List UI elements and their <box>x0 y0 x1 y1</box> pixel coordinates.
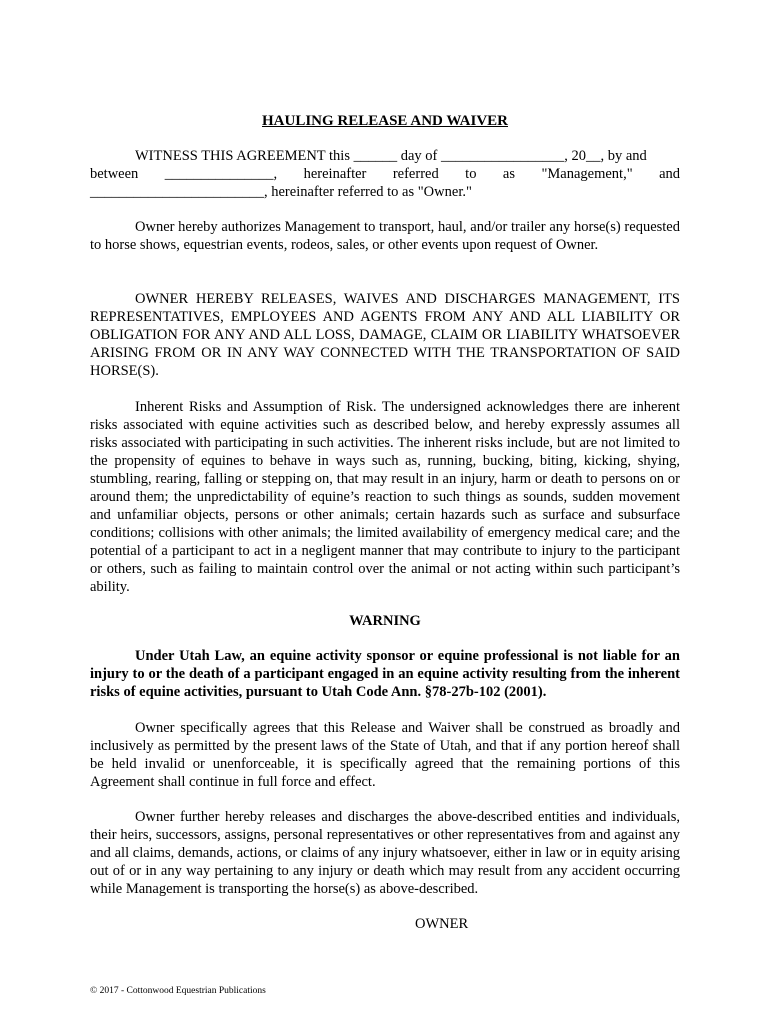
owner-signature-label: OWNER <box>415 916 469 932</box>
warning-paragraph: Under Utah Law, an equine activity sponsor or equine professional is not liable for an injury to or the death of a participant engaged in an equine activity resulting from the inherent risks of equine activities, pursuant to Utah Code Ann. §78-27b-102 (2001). <box>90 648 680 700</box>
witness-paragraph <box>90 147 680 201</box>
release-paragraph: OWNER HEREBY RELEASES, WAIVES AND DISCHARGES MANAGEMENT, ITS REPRESENTATIVES, EMPLOYEES AND AGENTS FROM ANY AND ALL LIABILITY OR OBLIGATION FOR ANY AND ALL LOSS, DAMAGE, CLAIM OR LIABILITY WHATSOEVER ARISING FROM OR IN ANY WAY CONNECTED WITH THE TRANSPORTATION OF SAID HORSE(S). <box>90 291 680 379</box>
witness-and: and <box>659 166 680 182</box>
document-page <box>90 0 680 1024</box>
management-name-blank: _______________, <box>164 166 278 182</box>
witness-line-3: ________________________, hereinafter referred to as "Owner." <box>90 184 472 200</box>
witness-line-1 <box>90 147 680 165</box>
copyright-footer: © 2017 - Cottonwood Equestrian Publications <box>90 986 266 996</box>
further-release-paragraph: Owner further hereby releases and discharges the above-described entities and individuals, their heirs, successors, assigns, personal representatives or other representatives from and against any and all claims, demands, actions, or claims of any injury whatsoever, either in law or in equity arising out of or in any way pertaining to any injury or death which may result from any accident occurring while Management is transporting the horse(s) as above-described. <box>90 809 680 897</box>
witness-as: as <box>502 166 515 182</box>
document-title: HAULING RELEASE AND WAIVER <box>261 113 509 129</box>
inherent-risks-paragraph: Inherent Risks and Assumption of Risk. The undersigned acknowledges there are inherent risks associated with equine activities such as described below, and hereby expressly assumes all risks associated with participating in such activities. The inherent risks include, but are not limited to the propensity of equines to behave in ways such as, running, bucking, biting, kicking, shying, stumbling, rearing, falling or stepping on, that may result in an injury, harm or death to persons on or around them; the unpredictability of equine’s reaction to such things as sounds, sudden movement and unfamiliar objects, persons or other animals; certain hazards such as surface and subsurface conditions; collisions with other animals; the limited availability of emergency medical care; and the potential of a participant to act in a negligent manner that may contribute to injury to the participant or others, such as failing to maintain control over the animal or not acting within such participant’s ability. <box>90 399 680 595</box>
authorize-paragraph: Owner hereby authorizes Management to transport, haul, and/or trailer any horse(s) requested to horse shows, equestrian events, rodeos, sales, or other events upon request of Owner. <box>90 219 680 253</box>
witness-between: between <box>90 166 139 182</box>
witness-management: "Management," <box>541 166 633 182</box>
warning-heading: WARNING <box>349 613 421 629</box>
witness-line-2 <box>90 165 680 183</box>
witness-line-1-text: WITNESS THIS AGREEMENT this ______ day of _________________, 20__, by and <box>135 148 647 164</box>
witness-referred: referred <box>392 166 439 182</box>
witness-to: to <box>465 166 477 182</box>
construction-paragraph: Owner specifically agrees that this Release and Waiver shall be construed as broadly and inclusively as permitted by the present laws of the State of Utah, and that if any portion hereof shall be held invalid or unenforceable, it is specifically agreed that the remaining portions of this Agreement shall continue in full force and effect. <box>90 720 680 790</box>
witness-hereinafter: hereinafter <box>303 166 367 182</box>
